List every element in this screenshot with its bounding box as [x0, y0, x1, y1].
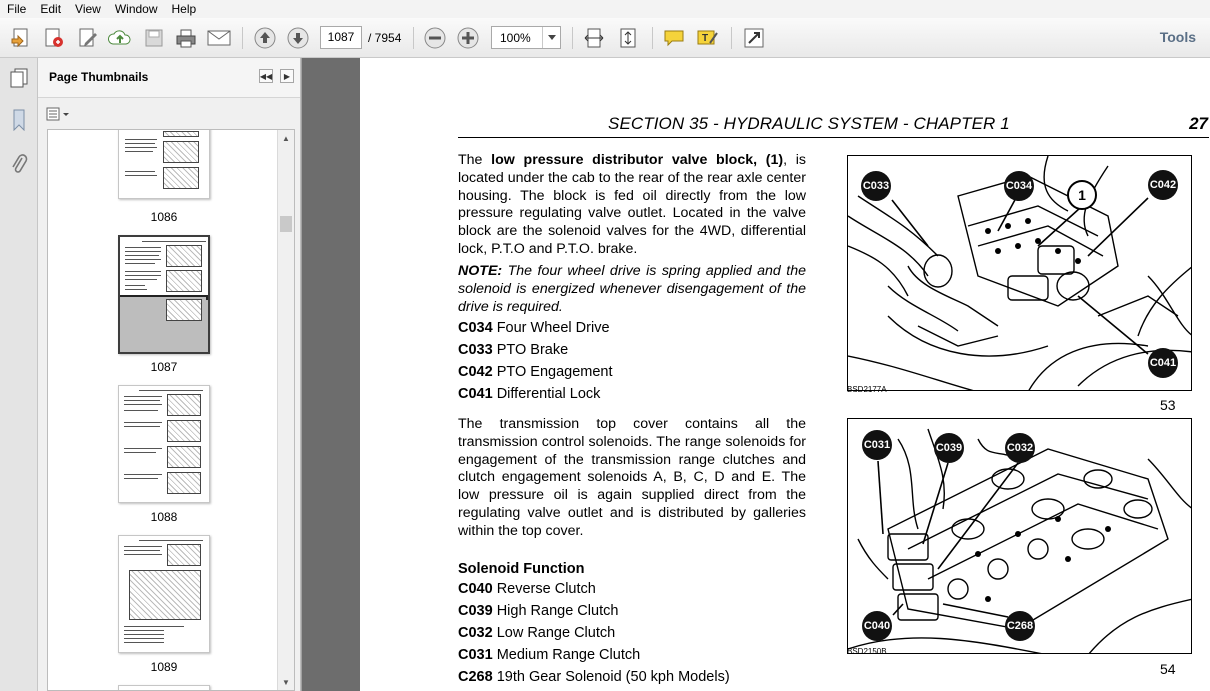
thumbnail-page-1088[interactable]	[118, 385, 210, 503]
code-item: C033 PTO Brake	[458, 342, 569, 358]
fit-width-icon[interactable]	[582, 26, 606, 50]
thumbnail-page-1086[interactable]	[118, 129, 210, 199]
page-total: / 7954	[368, 31, 402, 45]
thumbnail-label-1089: 1089	[150, 660, 178, 674]
thumbnail-list[interactable]	[47, 129, 295, 691]
menu-file[interactable]: File	[7, 2, 27, 16]
page-thumbnails-icon[interactable]	[7, 66, 31, 90]
thumbnail-page-1087[interactable]	[118, 235, 210, 354]
thumbnail-page-1089[interactable]	[118, 535, 210, 653]
chevron-down-icon[interactable]	[542, 27, 560, 48]
fit-page-icon[interactable]	[616, 26, 640, 50]
header-rule	[458, 137, 1209, 138]
zoom-select[interactable]	[491, 26, 561, 49]
figure-number: 54	[1160, 661, 1176, 677]
bookmarks-icon[interactable]	[7, 108, 31, 132]
callout-label: C042	[1148, 170, 1178, 200]
comment-icon[interactable]	[662, 26, 686, 50]
navigation-pane	[0, 58, 38, 691]
thumbnail-label-1087: 1087	[150, 360, 178, 374]
page-number-input[interactable]: 1087	[320, 26, 362, 49]
scroll-down-icon[interactable]: ▼	[282, 677, 290, 687]
figure-valve-block	[847, 155, 1192, 391]
fullscreen-icon[interactable]	[742, 26, 766, 50]
code-item: C032 Low Range Clutch	[458, 625, 616, 641]
highlight-icon[interactable]	[695, 26, 719, 50]
paragraph-distributor-valve: The low pressure distributor valve block, (1), is located under the cab to the rear of the rear axle center housing. The block is fed oil directly from the low pressure regulating valve outlet. Located in the valve block are the solenoid valves for the 4WD, differential lock, P.T.O and P.T.O. brake.	[458, 152, 806, 257]
callout-label: 1	[1067, 180, 1097, 210]
note-paragraph: NOTE: The four wheel drive is spring applied and the solenoid is energized whenever disengagement of the drive is required.	[458, 263, 806, 315]
callout-label: C032	[1005, 433, 1035, 463]
thumbnail-page-next[interactable]	[118, 685, 210, 691]
callout-label: C040	[862, 611, 892, 641]
scrollbar-thumb[interactable]	[280, 216, 292, 232]
callout-label: C033	[861, 171, 891, 201]
email-icon[interactable]	[207, 26, 231, 50]
zoom-out-icon[interactable]	[423, 26, 447, 50]
toolbar	[0, 18, 1210, 58]
attachments-icon[interactable]	[7, 152, 31, 176]
panel-next-icon[interactable]: ▶	[280, 69, 294, 83]
zoom-value: 100%	[500, 31, 531, 45]
code-item: C031 Medium Range Clutch	[458, 647, 641, 663]
figure-caption: BSD2150B	[847, 647, 887, 656]
paragraph-transmission-cover: The transmission top cover contains all the transmission control solenoids. The range solenoids for engagement of the transmission range clutches and clutch engagement solenoids A, B, C, D and E. The low pressure oil is again supplied direct from the regulating valve outlet and is distributed by galleries within the top cover.	[458, 416, 806, 539]
svg-text:T: T	[702, 33, 709, 44]
document-view[interactable]	[302, 58, 1210, 691]
figure-number: 53	[1160, 397, 1176, 413]
pdf-page	[360, 58, 1210, 691]
callout-label: C039	[934, 433, 964, 463]
thumbnails-panel	[38, 58, 301, 691]
menu-window[interactable]: Window	[114, 2, 158, 16]
next-page-icon[interactable]	[286, 26, 310, 50]
code-item: C039 High Range Clutch	[458, 603, 619, 619]
thumbnail-scrollbar[interactable]	[277, 130, 294, 690]
edit-icon[interactable]	[76, 26, 100, 50]
menu-help[interactable]: Help	[171, 2, 197, 16]
create-pdf-icon[interactable]	[42, 26, 66, 50]
panel-header	[38, 58, 300, 98]
callout-label: C268	[1005, 611, 1035, 641]
create-icon[interactable]	[9, 26, 33, 50]
code-item: C041 Differential Lock	[458, 386, 601, 402]
figure-transmission-cover	[847, 418, 1192, 654]
upload-icon[interactable]	[108, 26, 132, 50]
code-item: C042 PTO Engagement	[458, 364, 613, 380]
solenoid-function-heading: Solenoid Function	[458, 561, 585, 577]
code-item: C268 19th Gear Solenoid (50 kph Models)	[458, 669, 730, 685]
section-header: SECTION 35 - HYDRAULIC SYSTEM - CHAPTER 1	[608, 114, 1010, 133]
thumbnail-options-icon[interactable]	[46, 106, 70, 122]
callout-label: C031	[862, 430, 892, 460]
callout-label: C034	[1004, 171, 1034, 201]
code-item: C040 Reverse Clutch	[458, 581, 596, 597]
menu-bar	[0, 0, 1210, 18]
page-number: 27	[1189, 114, 1208, 133]
menu-view[interactable]: View	[75, 2, 101, 16]
thumbnail-label-1086: 1086	[150, 210, 178, 224]
collapse-panel-icon[interactable]: ◀◀	[259, 69, 273, 83]
figure-caption: BSD2177A	[847, 385, 887, 394]
code-item: C034 Four Wheel Drive	[458, 320, 610, 336]
tools-link[interactable]: Tools	[1159, 29, 1196, 45]
save-icon[interactable]	[142, 26, 166, 50]
menu-edit[interactable]: Edit	[40, 2, 62, 16]
print-icon[interactable]	[174, 26, 198, 50]
panel-title: Page Thumbnails	[49, 70, 149, 84]
callout-label: C041	[1148, 348, 1178, 378]
scroll-up-icon[interactable]: ▲	[282, 133, 290, 143]
zoom-in-icon[interactable]	[456, 26, 480, 50]
thumbnail-label-1088: 1088	[150, 510, 178, 524]
prev-page-icon[interactable]	[253, 26, 277, 50]
